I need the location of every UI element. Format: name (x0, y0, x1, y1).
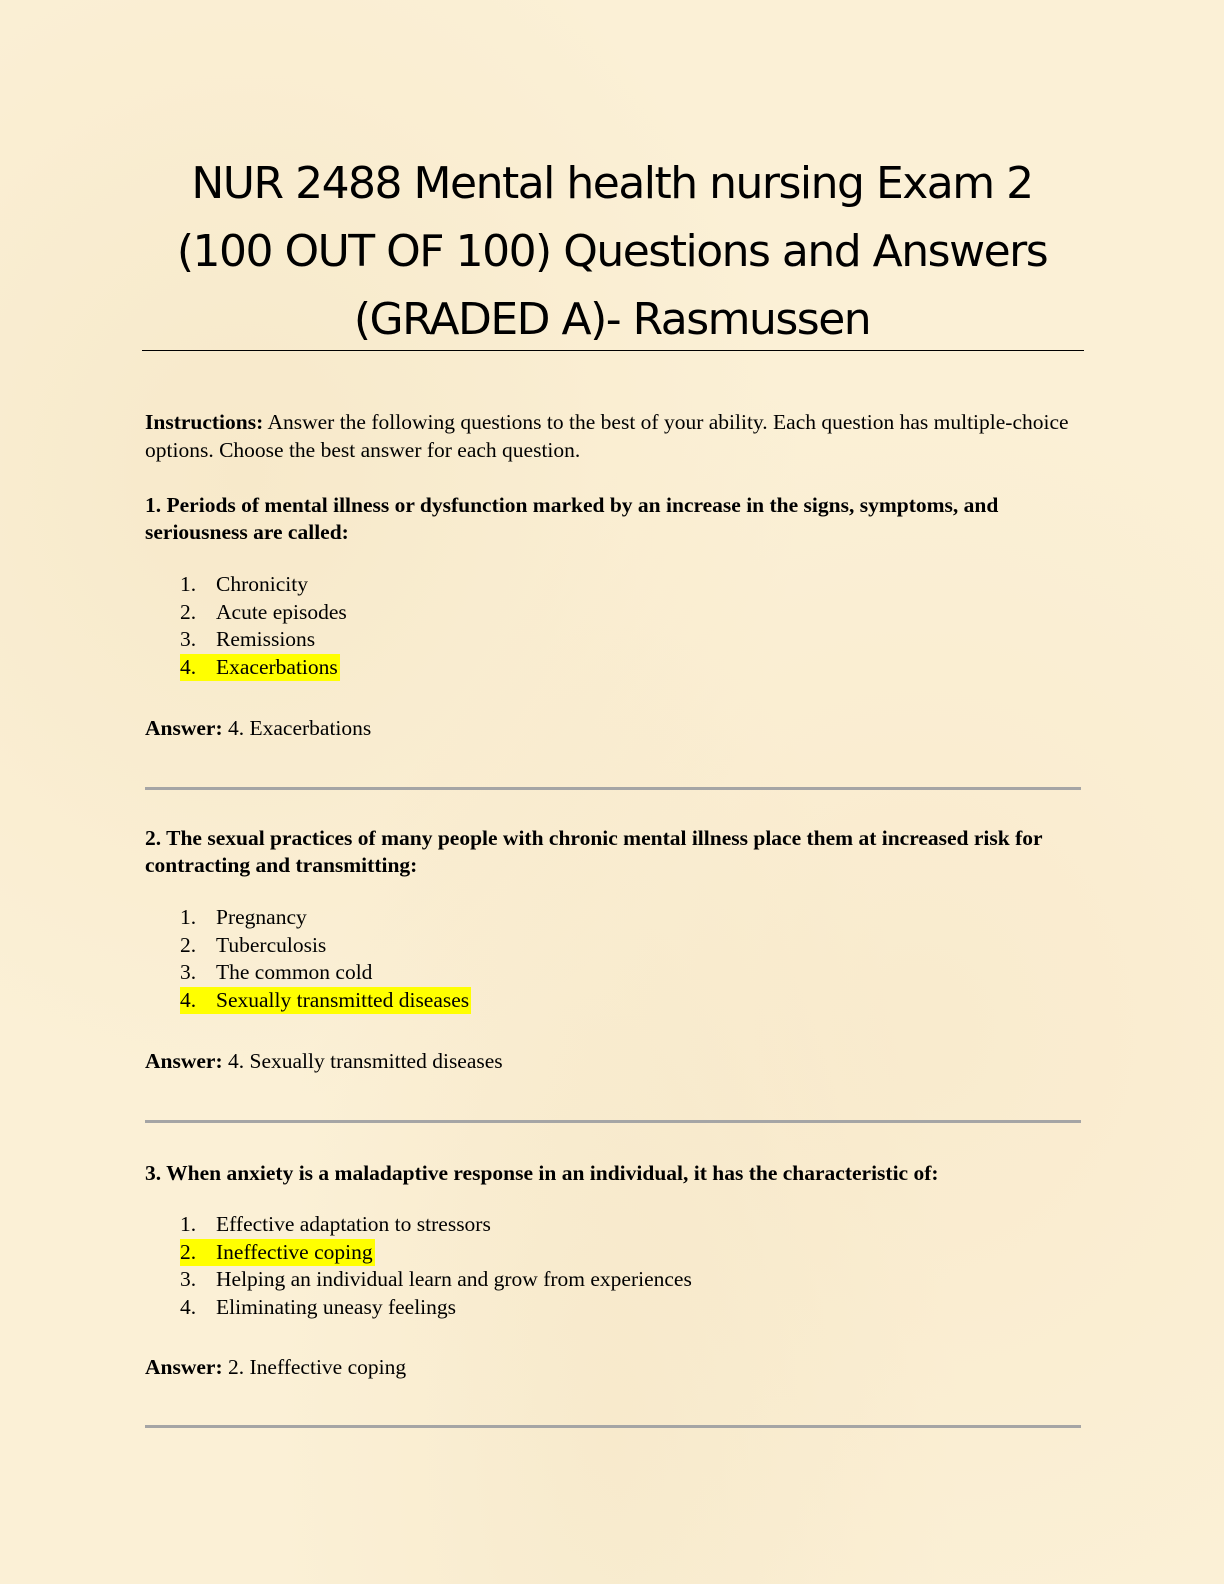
question-3-option-3 (180, 1266, 694, 1294)
question-separator (145, 1425, 1081, 1428)
option-text: Helping an individual learn and grow from experiences (216, 1267, 692, 1292)
option-number: 3. (180, 1267, 197, 1292)
question-1-text: 1. Periods of mental illness or dysfunction marked by an increase in the signs, symptoms, and seriousness are called: (145, 493, 999, 544)
option-text: Eliminating uneasy feelings (216, 1294, 457, 1319)
option-highlight (180, 599, 349, 627)
option-number: 4. (180, 1294, 197, 1319)
question-separator (145, 1120, 1081, 1123)
option-number: 2. (180, 1239, 197, 1264)
option-number: 4. (180, 987, 197, 1012)
title-line-3: (GRADED A)- Rasmussen (353, 294, 871, 345)
question-separator (145, 787, 1081, 790)
question-2-option-1 (180, 904, 471, 932)
title-underline (142, 350, 1084, 351)
option-text: Exacerbations (216, 654, 338, 679)
answer-label: Answer: (145, 716, 223, 740)
option-number: 1. (180, 572, 197, 596)
answer-label: Answer: (145, 1049, 223, 1073)
question-1-option-3 (180, 626, 349, 654)
question-3-option-2 (180, 1239, 694, 1267)
option-number: 3. (180, 960, 197, 985)
answer-text: 2. Ineffective coping (222, 1355, 407, 1379)
option-highlight (180, 959, 374, 987)
option-highlight (180, 571, 310, 599)
question-2-option-2 (180, 932, 471, 960)
option-text: Effective adaptation to stressors (216, 1212, 491, 1236)
option-highlight (180, 987, 471, 1015)
question-1-answer (145, 715, 371, 742)
question-1-options (180, 571, 349, 681)
title-line-1: NUR 2488 Mental health nursing Exam 2 (191, 158, 1033, 209)
question-3-option-1 (180, 1211, 694, 1239)
question-2-option-4 (180, 987, 471, 1015)
option-text: Tuberculosis (216, 932, 327, 957)
option-text: Pregnancy (216, 905, 307, 929)
question-3-options (180, 1211, 694, 1321)
title-line-2: (100 OUT OF 100) Questions and Answers (176, 226, 1048, 277)
option-text: Chronicity (216, 572, 308, 596)
instructions-label: Instructions: (145, 410, 264, 434)
question-2-option-3 (180, 959, 471, 987)
question-1-option-2 (180, 599, 349, 627)
option-text: Sexually transmitted diseases (216, 987, 470, 1012)
option-number: 3. (180, 627, 197, 652)
option-highlight (180, 1211, 493, 1239)
option-text: Remissions (216, 627, 316, 652)
question-1-option-4 (180, 654, 349, 682)
answer-label: Answer: (145, 1355, 223, 1379)
option-highlight (180, 626, 317, 654)
document-title (140, 150, 1084, 354)
instructions-text: Answer the following questions to the best of your ability. Each question has multiple-choice options. Choose the best answer for each question. (145, 410, 1069, 462)
question-3-option-4 (180, 1294, 694, 1322)
option-text: Ineffective coping (216, 1239, 373, 1264)
question-3-answer (145, 1354, 406, 1381)
option-number: 1. (180, 905, 197, 929)
option-highlight (180, 1266, 694, 1294)
question-3-text: 3. When anxiety is a maladaptive response in an individual, it has the characteristic of: (145, 1161, 939, 1185)
option-highlight (180, 1239, 375, 1267)
instructions-paragraph (145, 409, 1085, 464)
question-2-text: 2. The sexual practices of many people with chronic mental illness place them at increased risk for contracting and transmitting: (145, 826, 1043, 877)
answer-text: 4. Exacerbations (222, 716, 372, 740)
option-highlight (180, 904, 309, 932)
question-2-answer (145, 1048, 503, 1075)
option-text: Acute episodes (216, 599, 347, 624)
option-number: 4. (180, 654, 197, 679)
question-2-options (180, 904, 471, 1014)
option-highlight (180, 932, 328, 960)
option-number: 2. (180, 599, 197, 624)
option-highlight (180, 1294, 458, 1322)
question-1-option-1 (180, 571, 349, 599)
option-number: 1. (180, 1212, 197, 1236)
option-text: The common cold (216, 960, 373, 985)
option-number: 2. (180, 932, 197, 957)
answer-text: 4. Sexually transmitted diseases (222, 1049, 503, 1073)
option-highlight (180, 654, 340, 682)
